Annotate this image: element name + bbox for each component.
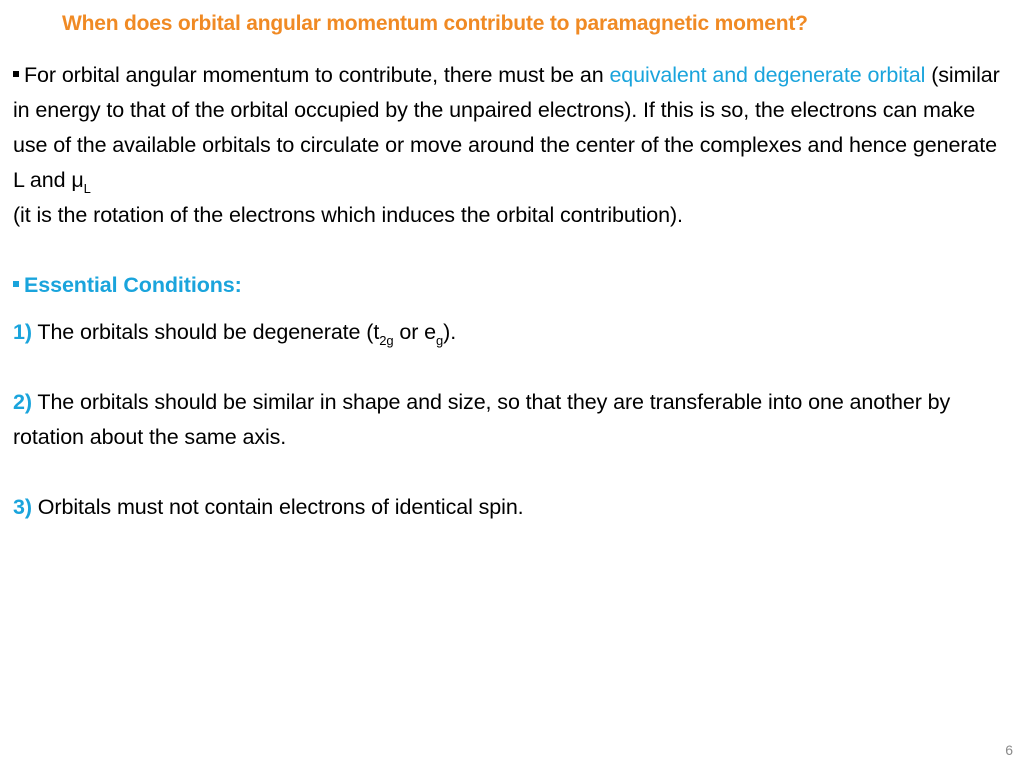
condition-number: 3) bbox=[13, 495, 32, 519]
square-bullet-icon bbox=[13, 71, 19, 77]
condition-text-after: ). bbox=[443, 320, 457, 344]
condition-text: The orbitals should be similar in shape and size, so that they are transferable into one another by rotation about the same axis. bbox=[13, 390, 951, 449]
intro-text-end: (it is the rotation of the electrons which induces the orbital contribution). bbox=[13, 203, 683, 227]
page-number: 6 bbox=[1005, 742, 1013, 758]
condition-subscript-t: 2g bbox=[379, 333, 394, 348]
condition-number: 1) bbox=[13, 320, 32, 344]
intro-text-after: (similar in energy to that of the orbital occupied by the unpaired electrons). If this is so, the electrons can make use of the available orbitals to circulate or move around the center of the complexes and hence generate L and μ bbox=[13, 63, 1000, 192]
condition-item-3 bbox=[13, 490, 1013, 525]
square-bullet-icon bbox=[13, 281, 19, 287]
intro-highlight: equivalent and degenerate orbital bbox=[609, 63, 926, 87]
mu-subscript: L bbox=[83, 181, 91, 196]
intro-text-before: For orbital angular momentum to contribute, there must be an bbox=[24, 63, 610, 87]
intro-paragraph bbox=[13, 58, 1013, 233]
condition-text: Orbitals must not contain electrons of identical spin. bbox=[31, 495, 524, 519]
conditions-heading: Essential Conditions: bbox=[24, 273, 242, 297]
condition-item-1 bbox=[13, 315, 1013, 350]
condition-subscript-e: g bbox=[436, 333, 444, 348]
slide-body bbox=[13, 58, 1013, 525]
conditions-heading-line bbox=[13, 268, 1013, 303]
condition-text-before: The orbitals should be degenerate (t bbox=[31, 320, 380, 344]
slide-title: When does orbital angular momentum contribute to paramagnetic moment? bbox=[62, 12, 808, 35]
condition-item-2 bbox=[13, 385, 1013, 455]
condition-text-mid: or e bbox=[393, 320, 437, 344]
condition-number: 2) bbox=[13, 390, 32, 414]
